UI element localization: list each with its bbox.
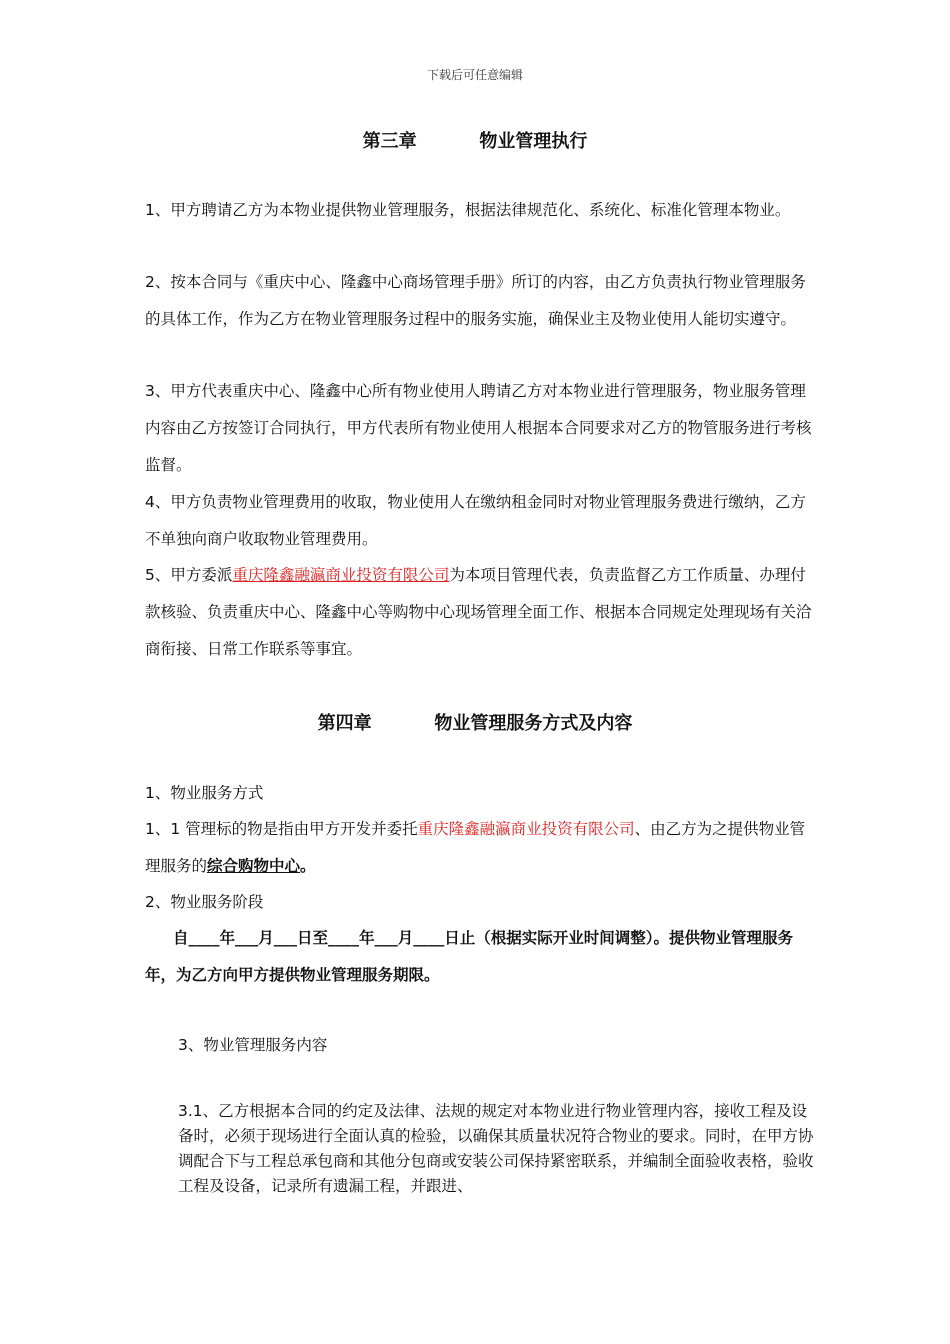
chapter-3-title: 第三章 物业管理执行 bbox=[362, 131, 588, 152]
chapter-4-title: 第四章 物业管理服务方式及内容 bbox=[317, 713, 633, 734]
chapter-3-item-1: 1、甲方聘请乙方为本物业提供物业管理服务，根据法律规范化、系统化、标准化管理本物业。 bbox=[145, 201, 791, 219]
section-2-heading: 2、物业服务阶段 bbox=[145, 893, 264, 911]
chapter-3-item-3: 3、甲方代表重庆中心、隆鑫中心所有物业使用人聘请乙方对本物业进行管理服务，物业服务管理内容由乙方按签订合同执行，甲方代表所有物业使用人根据本合同要求对乙方的物管服务进行考核监督。 bbox=[145, 382, 812, 474]
company-link[interactable]: 重庆隆鑫融瀛商业投资有限公司 bbox=[232, 566, 450, 584]
section-3-heading: 3、物业管理服务内容 bbox=[178, 1036, 328, 1054]
section-1-1 bbox=[145, 811, 815, 885]
section-1-1-middle: 、由乙方为之提供物业管理服务的 bbox=[145, 820, 806, 875]
section-1-1-prefix: 1、1 管理标的物是指由甲方开发并委托 bbox=[145, 820, 418, 838]
page-header-note: 下载后可任意编辑 bbox=[426, 68, 523, 82]
service-period-paragraph: 自____年___月___日至____年___月____日止（根据实际开业时间调整）。提供物业管理服务 年，为乙方向甲方提供物业管理服务期限。 bbox=[145, 929, 794, 984]
section-1-1-end: 。 bbox=[300, 857, 316, 875]
section-3-1: 3.1、乙方根据本合同的约定及法律、法规的规定对本物业进行物业管理内容，接收工程及设备时，必须于现场进行全面认真的检验，以确保其质量状况符合物业的要求。同时，在甲方协调配合下与工程总承包商和其他分包商或安装公司保持紧密联系，并编制全面验收表格，验收工程及设备，记录所有遗漏工程，并跟进、 bbox=[178, 1102, 814, 1195]
item-5-suffix: 为本项目管理代表，负责监督乙方工作质量、办理付款核验、负责重庆中心、隆鑫中心等购物中心现场管理全面工作、根据本合同规定处理现场有关洽商衔接、日常工作联系等事宜。 bbox=[145, 566, 812, 658]
chapter-3-item-4: 4、甲方负责物业管理费用的收取，物业使用人在缴纳租金同时对物业管理服务费进行缴纳，乙方不单独向商户收取物业管理费用。 bbox=[145, 493, 806, 548]
shopping-center-term: 综合购物中心 bbox=[207, 857, 301, 875]
company-name: 重庆隆鑫融瀛商业投资有限公司 bbox=[417, 820, 635, 838]
item-5-prefix: 5、甲方委派 bbox=[145, 566, 233, 584]
section-1-heading: 1、物业服务方式 bbox=[145, 784, 264, 802]
chapter-3-item-2: 2、按本合同与《重庆中心、隆鑫中心商场管理手册》所订的内容，由乙方负责执行物业管理服务的具体工作，作为乙方在物业管理服务过程中的服务实施，确保业主及物业使用人能切实遵守。 bbox=[145, 273, 806, 328]
chapter-3-item-5 bbox=[145, 557, 815, 668]
